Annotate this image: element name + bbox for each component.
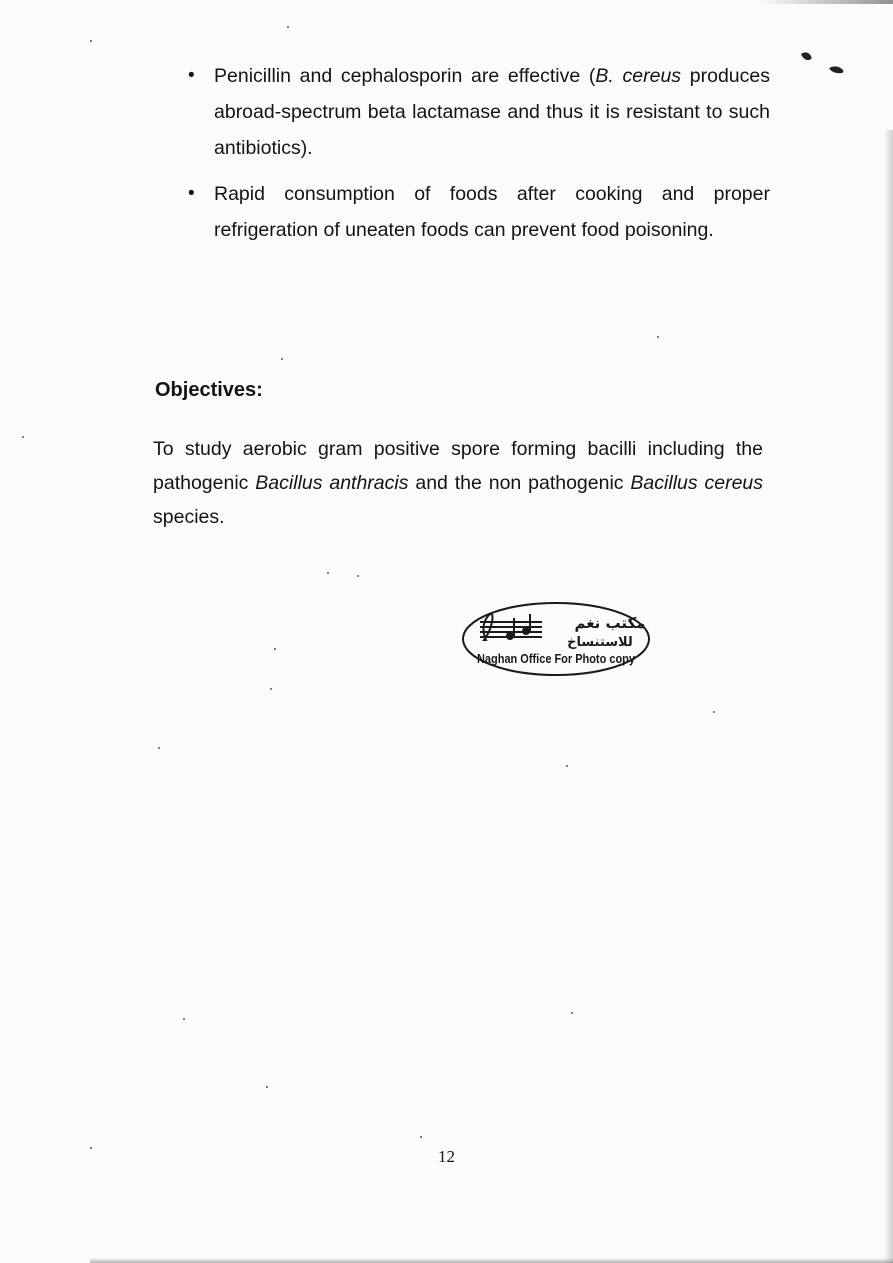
photocopy-office-stamp <box>460 600 652 678</box>
scan-speck <box>357 575 359 577</box>
stamp-english-text: Naghan Office For Photo copy <box>477 651 635 667</box>
scan-speck <box>274 648 276 650</box>
bullet-list <box>180 58 770 258</box>
scan-edge-right <box>884 130 893 1263</box>
page-number: 12 <box>438 1147 455 1166</box>
scan-speck <box>571 1012 573 1014</box>
scan-speck <box>566 765 568 767</box>
bullet-point-icon: • <box>188 65 195 86</box>
scan-speck <box>270 688 272 690</box>
scan-speck <box>420 1136 422 1138</box>
scan-speck <box>287 26 289 28</box>
scan-speck <box>183 1018 185 1020</box>
scan-speck <box>90 1147 92 1149</box>
objectives-paragraph: To study aerobic gram positive spore forming bacilli including the pathogenic Bacillus anthracis and the non pathogenic Bacillus cereus species. <box>153 438 764 528</box>
scan-speck <box>327 572 329 574</box>
bullet-point-icon: • <box>188 183 195 204</box>
bullet-text: Penicillin and cephalosporin are effective (B. cereus produces abroad-spectrum beta lactamase and thus it is resistant to such antibiotics). <box>214 65 770 159</box>
scan-speck <box>22 436 24 438</box>
stamp-arabic-subtitle: للاستنساخ <box>567 635 633 650</box>
staple-mark-icon <box>795 44 855 84</box>
music-staff-icon <box>480 614 542 640</box>
objectives-heading: Objectives: <box>155 379 263 401</box>
bullet-item-antibiotics <box>180 58 770 166</box>
scan-speck <box>266 1086 268 1088</box>
scan-speck <box>713 711 715 713</box>
bullet-text: Rapid consumption of foods after cooking and proper refrigeration of uneaten foods can prevent food poisoning. <box>214 183 770 241</box>
scan-speck <box>281 358 283 360</box>
scan-edge-top <box>760 0 893 4</box>
scan-speck <box>90 40 92 42</box>
scan-edge-bottom <box>90 1258 893 1263</box>
stamp-arabic-name: مكتب نغم <box>574 614 646 632</box>
scan-speck <box>158 747 160 749</box>
scan-speck <box>657 336 659 338</box>
bullet-item-prevention <box>180 176 770 248</box>
